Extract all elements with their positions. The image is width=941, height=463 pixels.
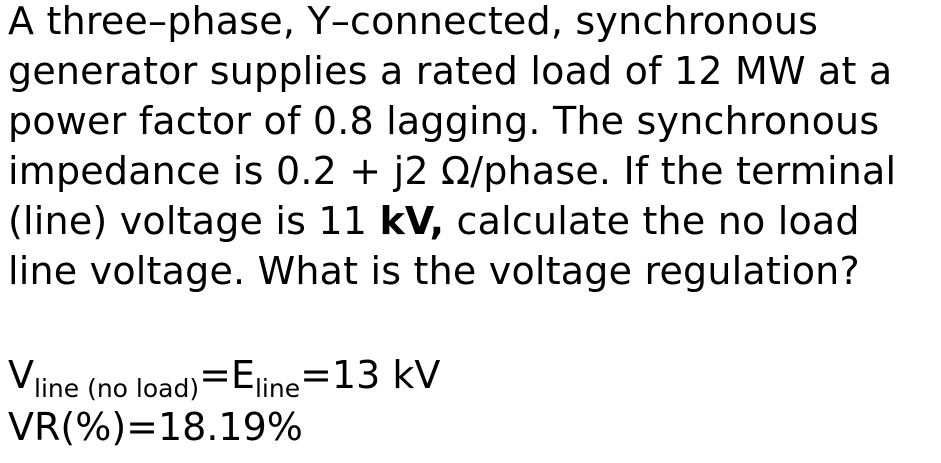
e-symbol: E [230, 353, 255, 397]
answer-voltage-regulation: VR(%)=18.19% [8, 405, 303, 449]
equals-sign: = [199, 353, 231, 397]
problem-statement [8, 0, 938, 296]
problem-bold-unit: kV, [379, 199, 445, 243]
v-symbol: V [8, 353, 34, 397]
answer-no-load-voltage [8, 350, 440, 402]
voltage-value: =13 kV [300, 353, 441, 397]
v-subscript: line (no load) [34, 374, 200, 403]
problem-text-before: A three–phase, Y–connected, synchronous generator supplies a rated load of 12 MW at a power factor of 0.8 lagging. The synchronous impedance is 0.2 + j2 Ω/phase. If the terminal (line) voltage is 11 [8, 0, 897, 243]
problem-text-after: calculate the no load line voltage. What is the voltage regulation? [8, 199, 860, 293]
answers [8, 350, 440, 454]
e-subscript: line [254, 374, 301, 403]
